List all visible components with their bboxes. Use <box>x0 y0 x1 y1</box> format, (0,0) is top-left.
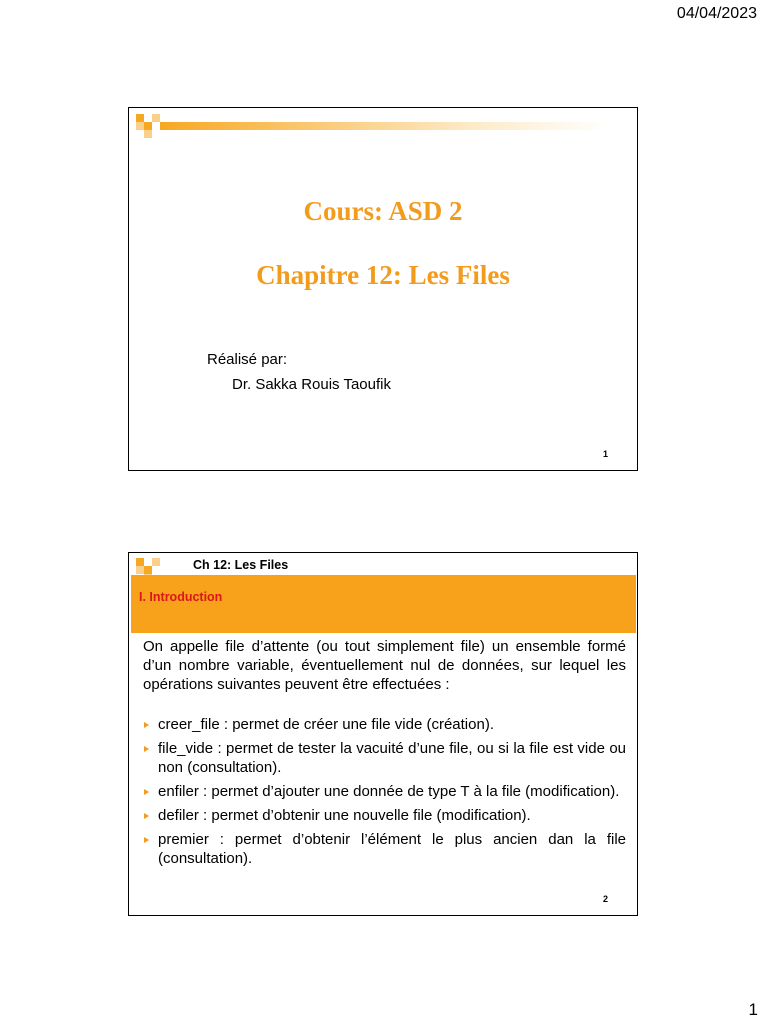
list-item: creer_file : permet de créer une file vide (création). <box>143 715 626 734</box>
slide-body <box>143 637 626 873</box>
author-label: Réalisé par: <box>207 351 288 368</box>
page-date: 04/04/2023 <box>676 5 757 22</box>
chapter-title: Chapitre 12: Les Files <box>256 260 510 290</box>
slide-number: 2 <box>602 894 608 904</box>
slide-number: 1 <box>602 449 608 459</box>
arrow-bullet-icon <box>144 722 149 728</box>
arrow-bullet-icon <box>144 746 149 752</box>
arrow-bullet-icon <box>144 789 149 795</box>
slide-2 <box>128 552 638 916</box>
section-title: I. Introduction <box>139 590 223 604</box>
list-item: file_vide : permet de tester la vacuité d’une file, ou si la file est vide ou non (consultation). <box>143 739 626 777</box>
intro-paragraph: On appelle file d’attente (ou tout simplement file) un ensemble formé d’un nombre variable, éventuellement nul de données, sur lequel les opérations suivantes peuvent être effectuées : <box>143 638 626 693</box>
operations-list <box>143 715 626 868</box>
slide-1 <box>128 107 638 471</box>
list-item: defiler : permet d’obtenir une nouvelle file (modification). <box>143 806 626 825</box>
list-item: premier : permet d’obtenir l’élément le plus ancien dan la file (consultation). <box>143 830 626 868</box>
author-name: Dr. Sakka Rouis Taoufik <box>232 376 391 393</box>
section-bar <box>131 575 636 633</box>
course-title: Cours: ASD 2 <box>303 196 463 226</box>
slide-header: Ch 12: Les Files <box>193 558 289 572</box>
page-number: 1 <box>748 1000 758 1019</box>
list-item: enfiler : permet d’ajouter une donnée de type T à la file (modification). <box>143 782 626 801</box>
arrow-bullet-icon <box>144 837 149 843</box>
arrow-bullet-icon <box>144 813 149 819</box>
